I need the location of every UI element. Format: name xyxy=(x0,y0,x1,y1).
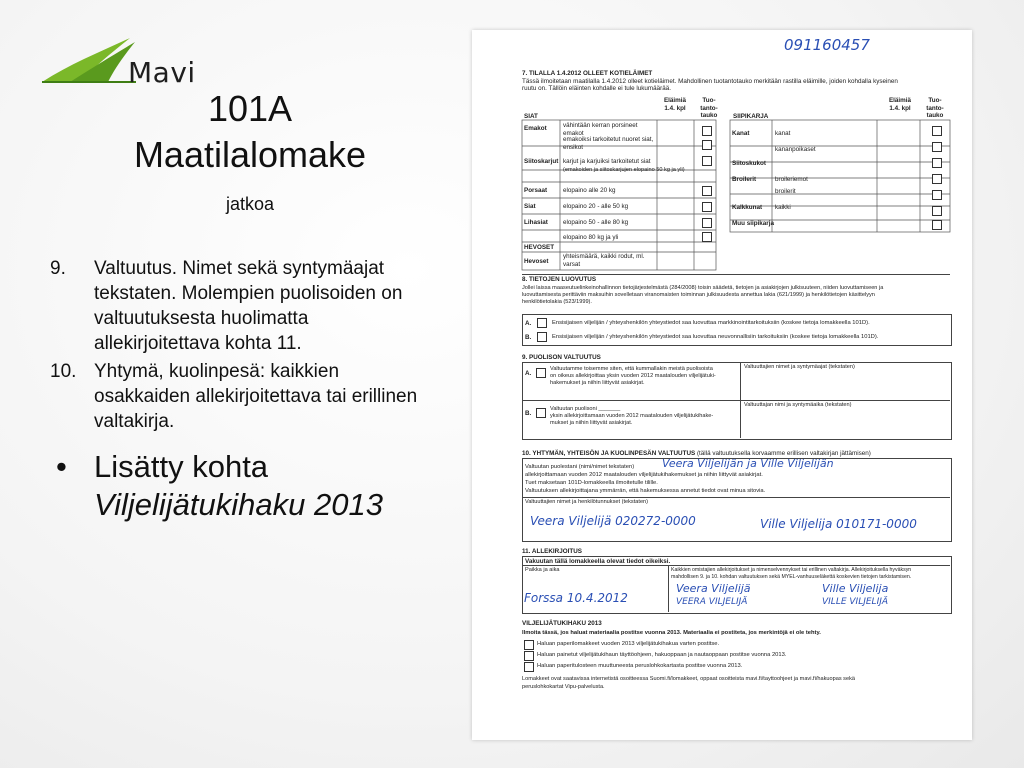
bullet-icon: • xyxy=(56,449,67,484)
break-checkbox[interactable] xyxy=(932,174,942,184)
spouse-b-field: Valtuuttajan nimi ja syntymäaika (tekstaten) xyxy=(744,402,852,408)
row-label: broileriemot xyxy=(775,176,808,183)
material-option: Haluan painetut viljelijätukihaun täyttöohjeen, hakuoppaan ja nautaoppaan postitse vuonna 2013. xyxy=(537,652,787,658)
consent-a-checkbox[interactable] xyxy=(537,318,547,328)
row-label: yhteismäärä, kaikki rodut, ml. varsat xyxy=(563,253,645,268)
section-11-title: 11. ALLEKIRJOITUS xyxy=(522,548,582,555)
poultry-header: SIIPIKARJA xyxy=(733,113,769,120)
divider xyxy=(522,565,950,566)
row-label: broilerit xyxy=(775,188,796,195)
signature-confirm: Vakuutan tällä lomakkeella olevat tiedot oikeiksi. xyxy=(525,558,671,565)
section-8-desc: henkilötietolakia (523/1999). xyxy=(522,299,592,305)
spouse-a-line: hakemukset ja niihin liittyvät asiakirjat. xyxy=(550,380,645,386)
row-label: vähintään kerran porsineet emakot xyxy=(563,122,638,137)
list-item xyxy=(50,359,420,434)
entity-line: Tuet maksetaan 101D-lomakkeella ilmoitetulle tilille. xyxy=(525,480,658,486)
break-checkbox[interactable] xyxy=(702,186,712,196)
row-label: kananpoikaset xyxy=(775,146,816,153)
section-8-desc: luovuttamisesta perittäviin maksuihin sovelletaan viranomaisten toiminnan julkisuudesta annettua lakia (621/1999) ja henkilötietojen käsittelyyn xyxy=(522,292,875,298)
list-number: 9. xyxy=(50,258,66,279)
material-option: Haluan paperitulosteen muuttuneesta peruslohkokartasta postitse vuonna 2013. xyxy=(537,663,743,669)
list-text: Yhtymä, kuolinpesä: kaikkien osakkaiden allekirjoitettava tai erillinen valtakirja. xyxy=(94,361,418,432)
section-8-title: 8. TIETOJEN LUOVUTUS xyxy=(522,276,597,283)
break-checkbox[interactable] xyxy=(702,156,712,166)
bullet-text: Lisätty kohta xyxy=(94,449,269,484)
divider xyxy=(740,362,741,438)
place-label: Paikka ja aika xyxy=(525,567,560,573)
option-letter: B. xyxy=(525,410,532,417)
spouse-a-checkbox[interactable] xyxy=(536,368,546,378)
consent-b-checkbox[interactable] xyxy=(537,332,547,342)
break-checkbox[interactable] xyxy=(702,140,712,150)
row-label: kaikki xyxy=(775,204,791,211)
bullet-italic-text: Viljelijätukihaku 2013 xyxy=(94,487,383,522)
spouse-a-line: Valtuutamme toisemme siten, että kummallakin meistä puolisoista xyxy=(550,366,713,372)
row-label: elopaino alle 20 kg xyxy=(563,187,616,194)
row-label: emakoiksi tarkoitetut nuoret siat, ensikot xyxy=(563,136,654,151)
break-checkbox[interactable] xyxy=(702,126,712,136)
entity-line: allekirjoittamaan vuoden 2012 maatalouden viljelijätukihakemukset ja niihin liittyvät asiakirjat. xyxy=(525,472,763,478)
row-group: Hevoset xyxy=(524,258,549,265)
row-group: Emakot xyxy=(524,125,547,132)
title-line-1: 101A xyxy=(207,88,293,129)
list-text: Valtuutus. Nimet sekä syntymäajat tekstaten. Molempien puolisoiden on valtuutuksesta huolimatta allekirjoitettava kohta 11. xyxy=(94,258,403,354)
divider xyxy=(668,565,669,612)
form-scan xyxy=(472,30,972,740)
slide-title xyxy=(60,86,440,178)
handwritten-signature-2: Ville Viljelija xyxy=(822,582,889,595)
break-checkbox[interactable] xyxy=(932,142,942,152)
row-label: elopaino 50 - alle 80 kg xyxy=(563,219,629,226)
signature-label-2: mahdollisen 9. ja 10. kohdan valtuutuksen sekä MYEL-vanhuuseläkettä koskevien tietojen tarkistamisen. xyxy=(671,574,912,580)
entity-sign-label: Valtuuttajien nimet ja henkilötunnukset (tekstaten) xyxy=(525,499,649,505)
row-group: Siat xyxy=(524,203,536,210)
row-label: elopaino 20 - alle 50 kg xyxy=(563,203,629,210)
col-count-left: Eläimiä 1.4. kpl xyxy=(663,97,687,112)
footer-text: Lomakkeet ovat saatavissa internetistä osoitteessa Suomi.fi/lomakkeet, oppaat osoitteista mavi.fi/tayttoohjeet ja mavi.fi/hakuopas sekä xyxy=(522,676,856,682)
row-group: HEVOSET xyxy=(524,244,555,251)
material-option: Haluan paperilomakkeet vuoden 2013 viljelijätukihakua varten postitse. xyxy=(537,641,720,647)
option-letter: B. xyxy=(525,334,532,341)
row-group: Porsaat xyxy=(524,187,548,194)
signature-label: Kaikkien omistajien allekirjoitukset ja nimenselvennykset tai erillinen valtakirja. Allekirjoituksella hyväksyn xyxy=(671,567,912,573)
spouse-b-checkbox[interactable] xyxy=(536,408,546,418)
row-label: (emakoiden ja siitoskarjujen elopaino 50 kg ja yli) xyxy=(563,167,685,173)
break-checkbox[interactable] xyxy=(702,202,712,212)
break-checkbox[interactable] xyxy=(932,158,942,168)
break-checkbox[interactable] xyxy=(932,126,942,136)
section-8-desc: Jollei laissa maaseutuelinkeinohallinnon tietojärjestelmästä (284/2008) toisin säädetä, tietojen ja asiakirjojen julkisuuteen, niiden luovuttamiseen ja xyxy=(522,285,884,291)
material-checkbox[interactable] xyxy=(524,662,534,672)
row-group: Muu siipikarja xyxy=(732,220,774,227)
spouse-a-line: on oikeus allekirjoittaa yksin vuoden 2012 maatalouden viljelijätuki- xyxy=(550,373,716,379)
bullet-item xyxy=(50,448,420,524)
row-label: kanat xyxy=(775,130,791,137)
section-7-desc-2: ruutu on. Tällöin eläinten kohdalle ei tule lukumäärää. xyxy=(522,85,672,92)
section-12-intro: Ilmoita tässä, jos haluat materiaalia postitse vuonna 2013. Materiaalia ei postiteta, jos merkintöjä ei ole tehty. xyxy=(522,630,821,636)
spouse-b-line: mukset ja niihin liittyvät asiakirjat. xyxy=(550,420,633,426)
row-label: karjut ja karjuiksi tarkoitetut siat xyxy=(563,158,651,165)
spouse-a-field: Valtuuttajien nimet ja syntymäajat (tekstaten) xyxy=(744,364,855,370)
row-label: elopaino 80 kg ja yli xyxy=(563,234,619,241)
divider xyxy=(522,497,950,498)
handwritten-id-2: Ville Viljelija 010171-0000 xyxy=(760,517,917,531)
col-break-left: Tuo- tanto- tauko xyxy=(700,97,718,119)
option-letter: A. xyxy=(525,320,532,327)
footer-text-2: peruslohkokartat Vipu-palvelusta. xyxy=(522,684,605,690)
handwritten-place: Forssa 10.4.2012 xyxy=(524,591,628,605)
section-7-desc-1: Tässä ilmoitetaan maatilalla 1.4.2012 olleet kotieläimet. Mahdollinen tuotantotauko merkitään rastilla eläimille, joiden kohdalla kyseinen xyxy=(522,78,898,85)
col-break-right: Tuo- tanto- tauko xyxy=(926,97,944,119)
section-9-title: 9. PUOLISON VALTUUTUS xyxy=(522,354,601,361)
section-10-title-note: (tällä valtuutuksella korvaamme erillisen valtakirjan jättämisen) xyxy=(696,450,871,457)
break-checkbox[interactable] xyxy=(702,232,712,242)
row-group: Broilerit xyxy=(732,176,757,183)
entity-line: Valtuutuksen allekirjoittajana ymmärrän, että hakemuksessa annetut tiedot ovat minua sitovia. xyxy=(525,488,766,494)
list-number: 10. xyxy=(50,361,77,382)
divider xyxy=(522,274,950,275)
material-checkbox[interactable] xyxy=(524,640,534,650)
row-group: Kanat xyxy=(732,130,750,137)
section-12-title: VILJELIJÄTUKIHAKU 2013 xyxy=(522,620,602,627)
material-checkbox[interactable] xyxy=(524,651,534,661)
divider xyxy=(522,400,950,401)
row-group: Kalkkunat xyxy=(732,204,763,211)
break-checkbox[interactable] xyxy=(932,206,942,216)
col-count-right: Eläimiä 1.4. kpl xyxy=(888,97,912,112)
pigs-header: SIAT xyxy=(524,113,538,120)
handwritten-names: Veera Viljelijän ja Ville Viljelijän xyxy=(662,457,834,470)
handwritten-id: 091160457 xyxy=(784,36,870,54)
option-letter: A. xyxy=(525,370,532,377)
break-checkbox[interactable] xyxy=(932,190,942,200)
section-7-title: 7. TILALLA 1.4.2012 OLLEET KOTIELÄIMET xyxy=(522,70,653,77)
row-group: Siitoskukot xyxy=(732,160,766,167)
list-item xyxy=(50,256,420,356)
row-group: Siitoskarjut xyxy=(524,158,559,165)
handwritten-name-2: VILLE VILJELIJÄ xyxy=(822,597,889,607)
handwritten-signature-1: Veera Viljelijä xyxy=(676,582,751,595)
entity-line: Valtuutan puolestani (nimi/nimet tekstaten) xyxy=(525,464,635,470)
spouse-b-line: yksin allekirjoittamaan vuoden 2012 maatalouden viljelijätukihake- xyxy=(550,413,714,419)
slide-subtitle: jatkoa xyxy=(225,194,275,214)
consent-a-text: Ensisijaisen viljelijän / yhteyshenkilön yhteystiedot saa luovuttaa markkinointitarkoituksiin (koskee tietoja lomakkeella 101D). xyxy=(552,320,870,326)
handwritten-name-1: VEERA VILJELIJÄ xyxy=(676,597,748,607)
spouse-b-line: Valtuutan puolisoni _______ xyxy=(550,406,621,412)
consent-b-text: Ensisijaisen viljelijän / yhteyshenkilön yhteystiedot saa luovuttaa neuvonnallisiin tarkoituksiin (koskee tietoja lomakkeella 101D). xyxy=(552,334,879,340)
content-list xyxy=(50,256,420,524)
break-checkbox[interactable] xyxy=(702,218,712,228)
section-10-title-text: 10. YHTYMÄN, YHTEISÖN JA KUOLINPESÄN VALTUUTUS xyxy=(522,450,696,457)
title-line-2: Maatilalomake xyxy=(133,134,367,175)
logo-text: Mavi xyxy=(128,56,196,89)
row-group: Lihasiat xyxy=(524,219,548,226)
handwritten-id-1: Veera Viljelijä 020272-0000 xyxy=(530,514,696,528)
break-checkbox[interactable] xyxy=(932,220,942,230)
